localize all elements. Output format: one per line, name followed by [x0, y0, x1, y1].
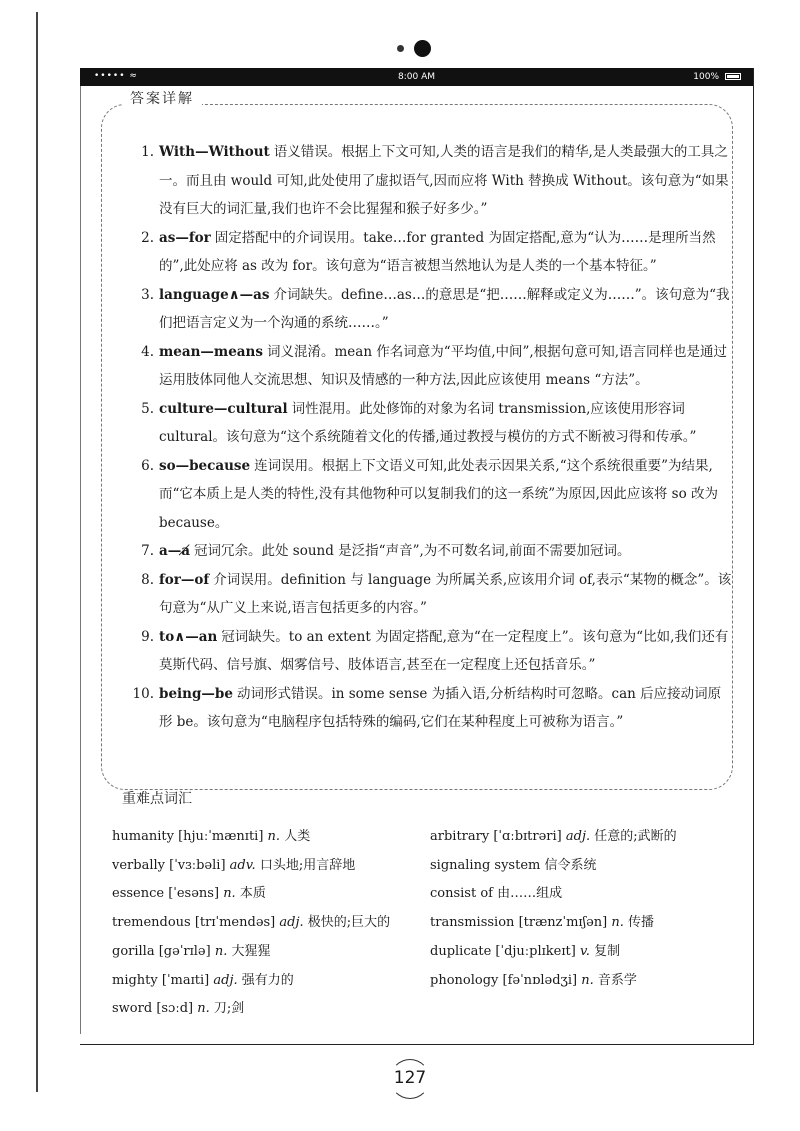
vocab-list-right [430, 823, 760, 995]
answer-correction: for—of [159, 571, 210, 588]
vocab-word: mighty [112, 972, 158, 988]
answer-item [130, 566, 734, 623]
vocab-word: essence [112, 886, 165, 902]
vocab-entry [430, 938, 760, 967]
answer-explanation: 词义混淆。mean 作名词意为“平均值,中间”,根据句意可知,语言同样也是通过运用肢体同他人交流思想、知识及情感的一种方法,因此应该使用 means “方法”。 [159, 343, 727, 388]
vocab-phonetic: [gəˈrɪlə] [158, 943, 211, 959]
vocab-meaning: 任意的;武断的 [594, 829, 677, 844]
vocab-list-left [112, 823, 442, 1024]
vocab-part-of-speech: n. [223, 886, 236, 902]
vocab-meaning: 音系学 [597, 972, 637, 988]
vocab-entry [112, 880, 442, 909]
vocab-part-of-speech: n. [197, 1001, 210, 1017]
vocab-meaning: 强有力的 [241, 972, 294, 988]
answer-item [130, 224, 734, 281]
vocab-part-of-speech: adv. [229, 857, 256, 873]
vocab-meaning: 极快的;巨大的 [307, 915, 391, 931]
vocab-meaning: 复制 [594, 943, 621, 959]
answer-number: 6 . [124, 452, 154, 481]
answer-item [130, 338, 734, 395]
vocab-part-of-speech: adj. [213, 972, 238, 988]
answer-correction: so—because [159, 457, 251, 474]
vocab-word: humanity [112, 829, 174, 844]
answer-correction: being—be [159, 685, 233, 702]
answer-number: 9 . [124, 623, 154, 652]
answer-number: 5 . [124, 395, 154, 424]
vocab-word: transmission [430, 915, 515, 931]
vocab-word: signaling system [430, 857, 541, 873]
vocab-meaning: 大猩猩 [231, 943, 271, 959]
vocab-part-of-speech: n. [214, 943, 228, 959]
answer-item [130, 452, 734, 538]
vocab-entry [430, 967, 760, 996]
answer-list [130, 138, 734, 737]
vocab-part-of-speech: adj. [279, 915, 304, 931]
answer-correction: With—Without [159, 144, 270, 160]
answer-explanation: 连词误用。根据上下文语义可知,此处表示因果关系,“这个系统很重要”为结果,而“它本质上是人类的特性,没有其他物种可以复制我们的这一系统”为原因,因此应该将 so 改为 because。 [159, 457, 719, 531]
page-number-text: 127 [393, 1068, 427, 1088]
answer-box-title: 答案详解 [122, 88, 202, 108]
vocab-phonetic: [hjuːˈmænɪti] [178, 829, 264, 844]
vocab-phonetic: [ˈmaɪti] [161, 972, 210, 988]
vocab-phonetic: [ˈdjuːplɪkeɪt] [495, 943, 576, 959]
vocab-entry [430, 880, 760, 909]
vocab-phonetic: [ˈesəns] [168, 886, 220, 902]
answer-correction: mean—means [159, 343, 263, 360]
vocab-part-of-speech: n. [581, 972, 594, 988]
scan-margin-line [36, 12, 38, 1092]
answer-explanation: 介词缺失。define…as…的意思是“把……解释或定义为……”。该句意为“我们把语言定义为一个沟通的系统……。” [159, 286, 730, 331]
vocab-word: gorilla [112, 943, 155, 959]
vocab-phonetic: [fəˈnɒlədʒi] [502, 972, 578, 988]
battery-icon [725, 73, 741, 80]
answer-number: 10 . [124, 680, 154, 709]
answer-explanation: 语义错误。根据上下文可知,人类的语言是我们的精华,是人类最强大的工具之一。而且由 would 可知,此处使用了虚拟语气,因而应将 With 替换成 Without。该句意为“如果没有巨大的词汇量,我们也许不会比猩猩和猴子好多少。” [159, 144, 729, 217]
camera-lens-icon [414, 40, 431, 57]
answer-correction: a—a̸ [159, 543, 190, 559]
answer-number: 4 . [124, 338, 154, 367]
answer-number: 8 . [124, 566, 154, 595]
answer-item [130, 395, 734, 452]
answer-explanation: 冠词冗余。此处 sound 是泛指“声音”,为不可数名词,前面不需要加冠词。 [194, 543, 631, 559]
vocab-phonetic: [trænzˈmɪʃən] [518, 915, 608, 931]
answer-item [130, 537, 734, 566]
answer-explanation: 介词误用。definition 与 language 为所属关系,应该用介词 of,表示“某物的概念”。该句意为“从广义上来说,语言包括更多的内容。” [159, 571, 732, 616]
answer-number: 1 . [124, 138, 154, 167]
vocab-meaning: 由……组成 [497, 886, 563, 902]
vocab-part-of-speech: adj. [565, 829, 591, 844]
vocab-word: phonology [430, 972, 499, 988]
vocab-section-title: 重难点词汇 [122, 791, 192, 807]
vocab-meaning: 人类 [284, 829, 311, 844]
vocab-part-of-speech: n. [267, 829, 281, 844]
answer-correction: as—for [159, 229, 211, 246]
answer-explanation: 动词形式错误。in some sense 为插入语,分析结构时可忽略。can 后应接动词原形 be。该句意为“电脑程序包括特殊的编码,它们在某种程度上可被称为语言。” [159, 685, 722, 730]
status-time: 8:00 AM [398, 72, 435, 82]
vocab-meaning: 本质 [239, 886, 266, 902]
vocab-part-of-speech: n. [611, 915, 624, 931]
answer-explanation: 冠词缺失。to an extent 为固定搭配,意为“在一定程度上”。该句意为“比如,我们还有莫斯代码、信号旗、烟雾信号、肢体语言,甚至在一定程度上还包括音乐。” [159, 628, 729, 673]
answer-number: 2 . [124, 224, 154, 253]
vocab-entry [112, 967, 442, 996]
vocab-word: sword [112, 1001, 153, 1017]
answer-number: 7 . [124, 537, 154, 566]
vocab-meaning: 传播 [628, 915, 655, 931]
vocab-entry [430, 909, 760, 938]
signal-wifi-icon: ••••• ≈ [94, 71, 138, 81]
vocab-entry [112, 823, 442, 852]
answer-item [130, 138, 734, 224]
answer-item [130, 680, 734, 737]
answer-item [130, 623, 734, 680]
vocab-entry [112, 938, 442, 967]
answer-correction: language∧—as [159, 286, 270, 303]
vocab-meaning: 信令系统 [544, 857, 597, 873]
vocab-phonetic: [ˈvɜːbəli] [169, 857, 226, 873]
vocab-meaning: 口头地;用言辞地 [259, 857, 356, 873]
vocab-entry [430, 852, 760, 881]
vocab-phonetic: [ˈɑːbɪtrəri] [493, 829, 562, 844]
vocab-word: consist of [430, 886, 493, 902]
camera-sensor-icon [397, 45, 404, 52]
vocab-word: arbitrary [430, 829, 490, 844]
answer-correction: to∧—an [159, 628, 218, 645]
vocab-entry [112, 995, 442, 1024]
battery-percent: 100% [693, 72, 719, 82]
vocab-word: duplicate [430, 943, 492, 959]
answer-explanation: 词性混用。此处修饰的对象为名词 transmission,应该使用形容词 cultural。该句意为“这个系统随着文化的传播,通过教授与模仿的方式不断被习得和传承。” [159, 400, 697, 445]
vocab-entry [430, 823, 760, 852]
vocab-meaning: 刀;剑 [213, 1001, 245, 1017]
vocab-phonetic: [sɔːd] [156, 1001, 194, 1017]
answer-correction: culture—cultural [159, 400, 288, 417]
vocab-word: verbally [112, 857, 165, 873]
status-bar [80, 68, 753, 86]
answer-number: 3 . [124, 281, 154, 310]
vocab-phonetic: [trɪˈmendəs] [194, 915, 276, 931]
vocab-entry [112, 909, 442, 938]
page-number [380, 1055, 440, 1103]
vocab-word: tremendous [112, 915, 191, 931]
vocab-entry [112, 852, 442, 881]
answer-item [130, 281, 734, 338]
vocab-part-of-speech: v. [579, 943, 590, 959]
answer-explanation: 固定搭配中的介词误用。take…for granted 为固定搭配,意为“认为……是理所当然的”,此处应将 as 改为 for。该句意为“语言被想当然地认为是人类的一个基本特征。” [159, 229, 716, 274]
